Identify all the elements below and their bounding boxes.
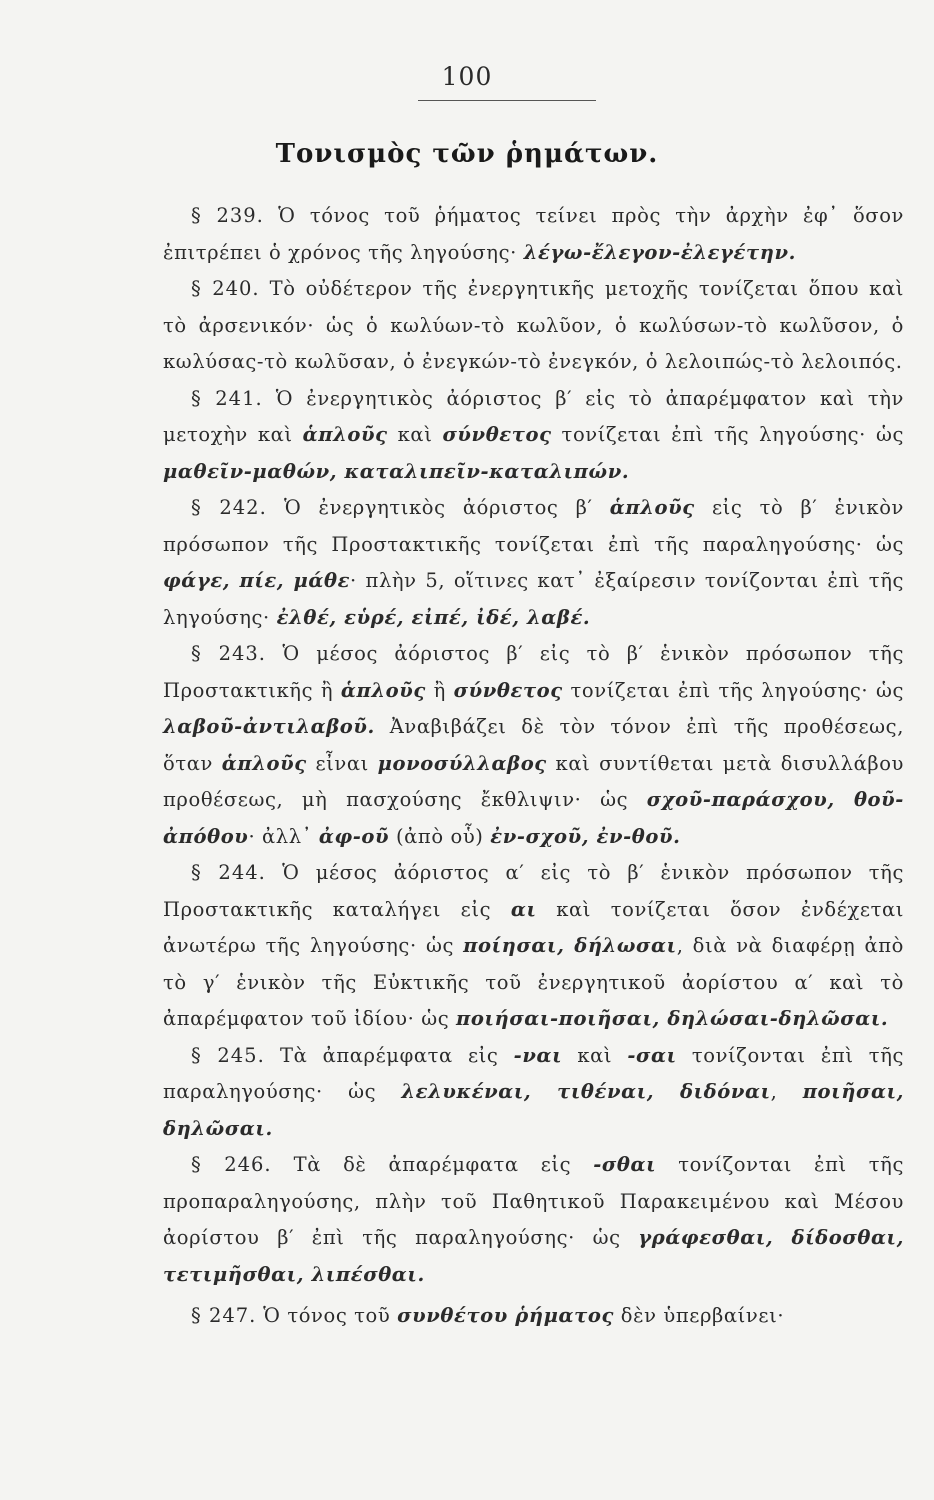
section-number: § 244. [191,861,266,884]
paragraph-text: , διὰ νὰ διαφέρῃ ἀπὸ τὸ γ′ ἑνικὸν τῆς Εὐκτικῆς τοῦ ἐνεργητικοῦ ἀορίστου α′ καὶ τὸ ἀπαρέμφατον τοῦ ἰδίου· ὡς [163,934,904,1030]
emphasized-text: αι [510,897,537,921]
paragraph-text: καὶ [562,1043,628,1067]
paragraph [163,1038,904,1148]
paragraph-text: Τὰ δὲ ἀπαρέμφατα εἰς [271,1153,594,1176]
paragraph-text: τονίζονται ἐπὶ τῆς παραληγούσης· ὡς [163,1043,904,1103]
paragraph-text: καὶ τονίζεται ὅσον ἐνδέχεται ἀνωτέρω τῆς ληγούσης· ὡς [163,897,904,957]
emphasized-text: ποίησαι, δήλωσαι [463,934,677,957]
section-number: § 242. [191,496,267,519]
paragraph-text: , [770,1080,803,1103]
text-body [163,198,904,1335]
emphasized-text: λαβοῦ-ἀντιλαβοῦ. [163,715,375,738]
section-number: § 246. [191,1153,272,1176]
paragraph-text: Ὁ τόνος τοῦ [256,1304,398,1327]
paragraph [163,198,904,271]
paragraph-text: Ὁ μέσος ἀόριστος β′ εἰς τὸ β′ ἑνικὸν πρόσωπον τῆς Προστακτικῆς ἢ [163,642,904,702]
paragraph [163,855,904,1038]
paragraph-text: καὶ [387,423,443,446]
emphasized-text: ἁπλοῦς [221,751,307,775]
emphasized-text: ἁπλοῦς [340,678,426,702]
paragraph-text: · ἀλλ᾿ [248,824,319,848]
page-number: 100 [441,62,493,91]
section-number: § 247. [191,1304,257,1327]
emphasized-text: ἁπλοῦς [609,496,695,519]
emphasized-text: ποιήσαι-ποιῆσαι, δηλώσαι-δηλῶσαι. [456,1007,889,1030]
emphasized-text: ἐλθέ, εὑρέ, εἰπέ, ἰδέ, λαβέ. [276,605,591,629]
emphasized-text: -σαι [627,1043,677,1067]
emphasized-text: σύνθετος [442,423,552,446]
emphasized-text: μονοσύλλαβος [377,751,547,775]
emphasized-text: σχοῦ-παράσχου, θοῦ-ἀπόθου [163,788,904,848]
emphasized-text: ἀφ-οῦ [318,824,390,848]
paragraph-text: εἰς τὸ β′ ἑνικὸν πρόσωπον τῆς Προστακτικῆς τονίζεται ἐπὶ τῆς παραληγούσης· ὡς [163,496,905,556]
paragraph-text: Ὁ τόνος τοῦ ῥήματος τείνει πρὸς τὴν ἀρχὴν ἐφ᾿ ὅσον ἐπιτρέπει ὁ χρόνος τῆς ληγούσης· [163,204,904,264]
paragraph-text: τονίζεται ἐπὶ τῆς ληγούσης· ὡς [551,423,905,446]
emphasized-text: ἐν-σχοῦ, ἐν-θοῦ. [490,824,681,848]
emphasized-text: ποιῆσαι, δηλῶσαι. [163,1080,904,1140]
section-number: § 241. [191,386,263,410]
paragraph-text: τονίζεται ἐπὶ τῆς ληγούσης· ὡς [562,678,904,702]
paragraph-text: καὶ συντίθεται μετὰ δισυλλάβου προθέσεως, μὴ πασχούσης ἔκθλιψιν· ὡς [163,751,905,811]
paragraph-text: Ὁ ἐνεργητικὸς ἀόριστος β′ εἰς τὸ ἀπαρέμφατον καὶ τὴν μετοχὴν καὶ [163,386,904,446]
paragraph-text: Τὰ ἀπαρέμφατα εἰς [264,1043,514,1067]
paragraph-text: εἶναι [306,751,378,775]
emphasized-text: ἁπλοῦς [302,423,388,446]
paragraph [163,490,904,636]
paragraph-text: ἢ [425,678,454,702]
paragraph [163,1147,904,1293]
paragraph-text: · πλὴν 5, οἵτινες κατ᾿ ἐξαίρεσιν τονίζονται ἐπὶ τῆς ληγούσης· [163,569,904,629]
paragraph [163,1298,904,1335]
paragraph-text: Ὁ μέσος ἀόριστος α′ εἰς τὸ β′ ἑνικὸν πρόσωπον τῆς Προστακτικῆς καταλήγει εἰς [163,861,904,921]
emphasized-text: λελυκέναι, τιθέναι, διδόναι [401,1080,771,1103]
emphasized-text: -σθαι [593,1153,657,1176]
section-number: § 240. [191,277,260,300]
paragraph-text: δὲν ὑπερβαίνει· [613,1304,785,1327]
section-number: § 239. [191,204,264,227]
header-rule [418,100,596,101]
emphasized-text: μαθεῖν-μαθών, καταλιπεῖν-καταλιπών. [163,459,630,483]
emphasized-text: γράφεσθαι, δίδοσθαι, τετιμῆσθαι, λιπέσθαι. [163,1226,904,1286]
section-number: § 243. [191,642,266,665]
emphasized-text: συνθέτου ῥήματος [397,1304,614,1327]
paragraph-text: Ὁ ἐνεργητικὸς ἀόριστος β′ [266,496,610,519]
paragraph [163,381,904,491]
emphasized-text: φάγε, πίε, μάθε [163,569,351,592]
chapter-title: Τονισμὸς τῶν ῥημάτων. [275,139,659,169]
paragraph-text: (ἀπὸ οὗ) [389,824,491,848]
paragraph-text: Τὸ οὐδέτερον τῆς ἐνεργητικῆς μετοχῆς τονίζεται ὅπου καὶ τὸ ἀρσενικόν· ὡς ὁ κωλύων-τὸ κωλῦον, ὁ κωλύσων-τὸ κωλῦσον, ὁ κωλύσας-τὸ κωλῦσαν, ὁ ἐνεγκών-τὸ ἐνεγκόν, ὁ λελοιπώς-τὸ λελοιπός. [163,277,904,373]
emphasized-text: σύνθετος [453,678,563,702]
paragraph-text: τονίζονται ἐπὶ τῆς προπαραληγούσης, πλὴν τοῦ Παθητικοῦ Παρακειμένου καὶ Μέσου ἀορίστου β′ ἐπὶ τῆς παραληγούσης· ὡς [163,1153,904,1249]
paragraph [163,636,904,855]
emphasized-text: -ναι [513,1043,563,1067]
emphasized-text: λέγω-ἔλεγον-ἐλεγέτην. [523,240,796,264]
section-number: § 245. [191,1043,265,1067]
paragraph [163,271,904,381]
paragraph-text: Ἀναβιβάζει δὲ τὸν τόνον ἐπὶ τῆς προθέσεως, ὅταν [163,715,904,775]
